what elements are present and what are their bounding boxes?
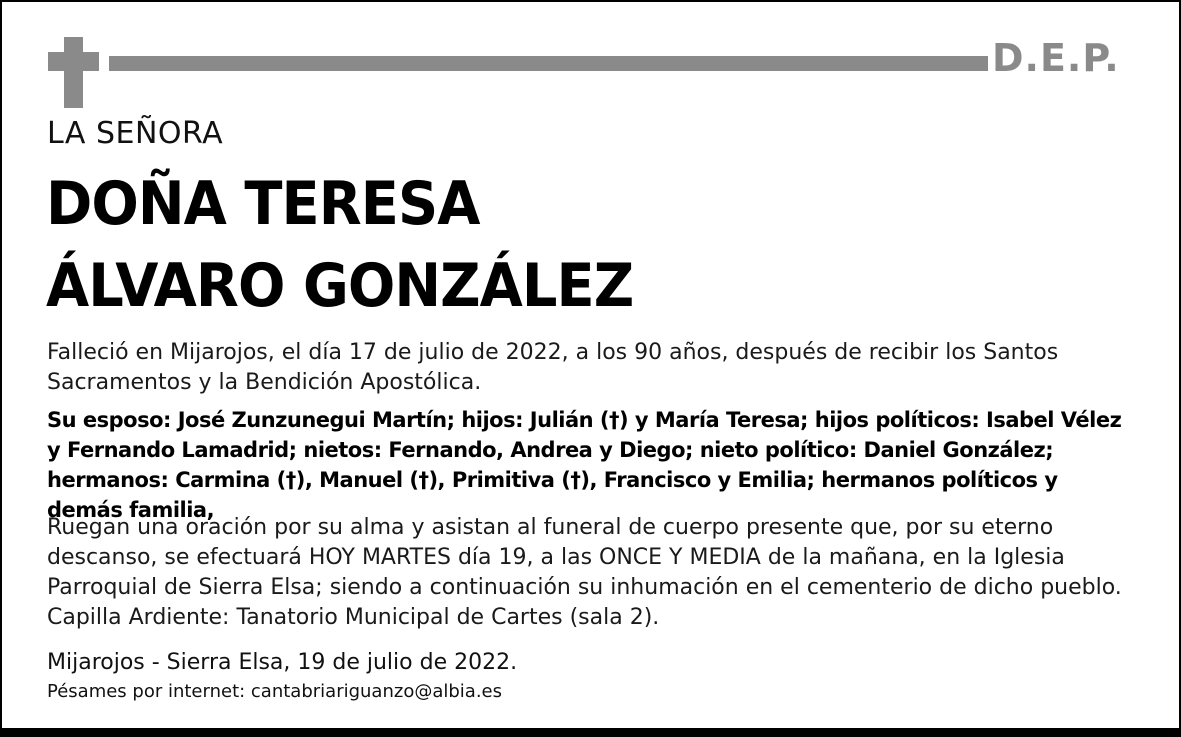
death-notice: Falleció en Mijarojos, el día 17 de julio de 2022, a los 90 años, después de recibir los Santos Sacramentos y la Bendición Apostólica. <box>47 340 1059 395</box>
deceased-name-line2: ÁLVARO GONZÁLEZ <box>46 251 634 321</box>
dep-label: D.E.P. <box>992 36 1120 80</box>
funeral-details: Ruegan una oración por su alma y asistan al funeral de cuerpo presente que, por su eterno descanso, se efectuará HOY MARTES día 19, a las ONCE Y MEDIA de la mañana, en la Iglesia Parroquial de Sierra Elsa; siendo a continuación su inhumación en el cementerio de dicho pueblo. Capilla Ardiente: Tanatorio Municipal de Cartes (sala 2). <box>47 515 1122 630</box>
header-rule <box>109 56 988 71</box>
cross-icon-arm <box>48 52 99 71</box>
family-list: Su esposo: José Zunzunegui Martín; hijos: Julián (†) y María Teresa; hijos políticos: Isabel Vélez y Fernando Lamadrid; nietos: Fernando, Andrea y Diego; nieto político: Daniel González; hermanos: Carmina (†), Manuel (†), Primitiva (†), Francisco y Emilia; hermanos políticos y demás familia, <box>47 408 1122 522</box>
bottom-border <box>0 728 1181 737</box>
deceased-prefix: LA SEÑORA <box>47 116 224 151</box>
cross-icon <box>64 37 83 108</box>
deceased-name-line1: DOÑA TERESA <box>46 169 480 239</box>
condolences-email: Pésames por internet: cantabriariguanzo@albia.es <box>47 681 502 702</box>
place-date: Mijarojos - Sierra Elsa, 19 de julio de 2022. <box>47 650 518 675</box>
